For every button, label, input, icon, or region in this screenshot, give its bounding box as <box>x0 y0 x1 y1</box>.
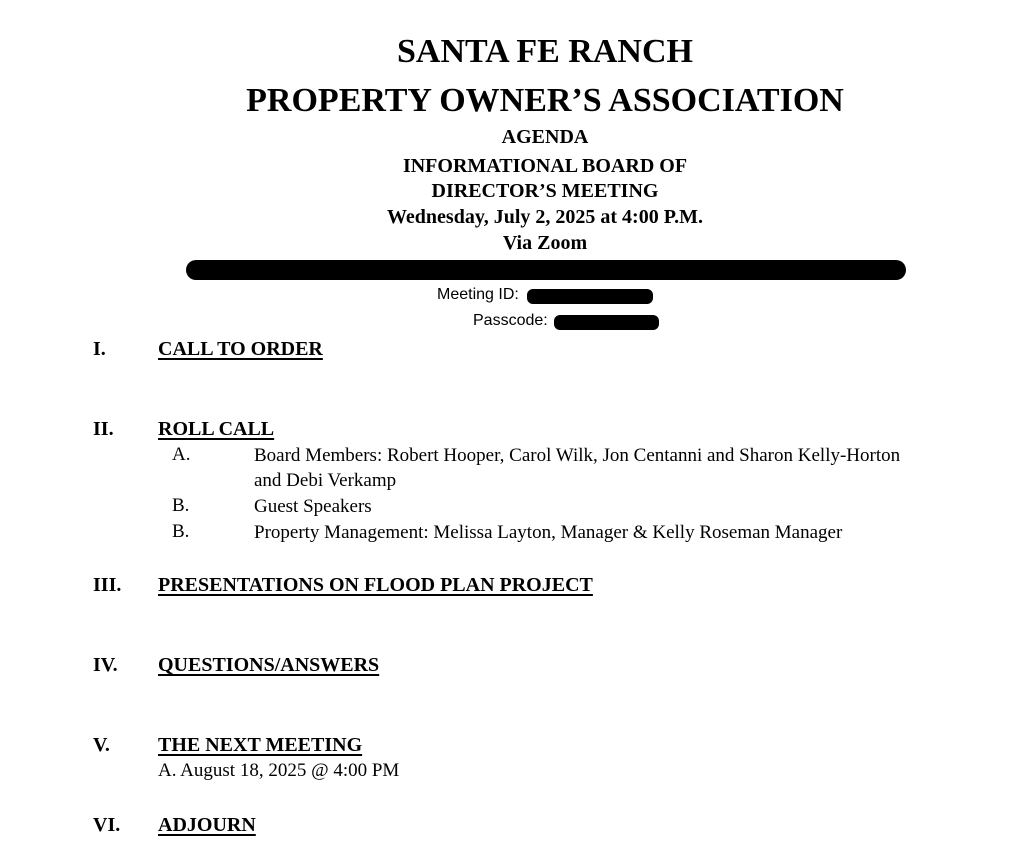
meeting-id-label: Meeting ID: <box>437 286 519 303</box>
section-title: THE NEXT MEETING <box>158 734 363 756</box>
section-number: VI. <box>93 814 121 836</box>
meeting-type-line-2: DIRECTOR’S MEETING <box>431 180 659 202</box>
section-title: ROLL CALL <box>158 418 275 440</box>
item-text-continued: and Debi Verkamp <box>254 470 397 491</box>
section-number: IV. <box>93 654 118 676</box>
meeting-date: Wednesday, July 2, 2025 at 4:00 P.M. <box>387 206 703 228</box>
section-title: ADJOURN <box>158 814 256 836</box>
meeting-type-line-1: INFORMATIONAL BOARD OF <box>402 155 688 177</box>
next-meeting-date: A. August 18, 2025 @ 4:00 PM <box>158 760 400 781</box>
title-line-2: PROPERTY OWNER’S ASSOCIATION <box>246 82 844 119</box>
item-text: Property Management: Melissa Layton, Manager & Kelly Roseman Manager <box>254 522 843 543</box>
section-number: II. <box>93 418 114 440</box>
redacted-passcode <box>554 315 659 330</box>
item-text: Board Members: Robert Hooper, Carol Wilk, Jon Centanni and Sharon Kelly-Horton <box>254 445 901 466</box>
redacted-link <box>186 260 906 280</box>
redacted-meeting-id <box>527 289 653 304</box>
item-letter: A. <box>172 444 191 465</box>
section-title: QUESTIONS/ANSWERS <box>158 654 380 676</box>
item-letter: B. <box>172 521 190 542</box>
section-title: CALL TO ORDER <box>158 338 323 360</box>
section-number: V. <box>93 734 110 756</box>
title-line-1: SANTA FE RANCH <box>397 33 693 70</box>
item-text: Guest Speakers <box>254 496 372 517</box>
item-letter: B. <box>172 495 190 516</box>
section-number: III. <box>93 574 122 596</box>
agenda-label: AGENDA <box>501 126 589 148</box>
section-number: I. <box>93 338 106 360</box>
passcode-label: Passcode: <box>473 312 548 329</box>
section-title: PRESENTATIONS ON FLOOD PLAN PROJECT <box>158 574 593 596</box>
meeting-venue: Via Zoom <box>502 232 588 254</box>
